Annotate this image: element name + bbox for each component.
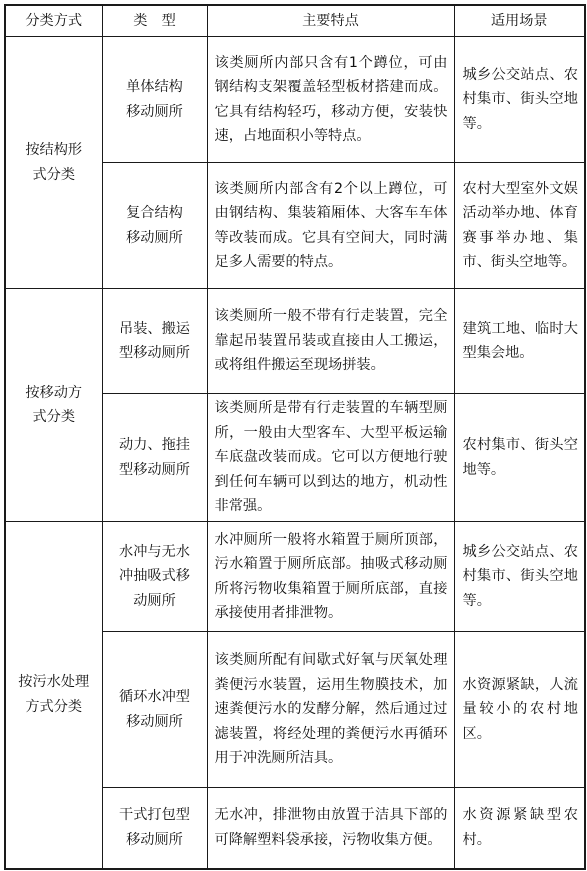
features-cell: 无水冲，排泄物由放置于洁具下部的可降解塑料袋承接，污物收集方便。 (207, 788, 454, 869)
scene-cell: 城乡公交站点、农村集市、街头空地等。 (454, 37, 585, 163)
table-row (5, 37, 585, 163)
type-label: 循环水冲型 移动厕所 (119, 689, 190, 730)
scene-cell: 城乡公交站点、农村集市、街头空地等。 (454, 522, 585, 632)
header-row (5, 5, 585, 37)
features-cell: 该类厕所内部只含有1个蹲位，可由钢结构支架覆盖轻型板材搭建而成。它具有结构轻巧，移动方便，安装快速，占地面积小等特点。 (207, 37, 454, 163)
table-row (5, 289, 585, 394)
header-type: 类 型 (102, 5, 207, 37)
type-cell (102, 37, 207, 163)
header-features: 主要特点 (207, 5, 454, 37)
type-cell (102, 163, 207, 289)
table-row (5, 522, 585, 632)
scene-cell: 水资源紧缺型农村。 (454, 788, 585, 869)
type-cell (102, 788, 207, 869)
header-scene: 适用场景 (454, 5, 585, 37)
header-category: 分类方式 (5, 5, 102, 37)
category-label: 按移动方 式分类 (25, 384, 83, 425)
mobile-toilet-classification-table (4, 4, 586, 870)
type-label: 动力、拖挂 型移动厕所 (119, 437, 190, 478)
category-cell (5, 289, 102, 522)
scene-cell: 建筑工地、临时大型集会地。 (454, 289, 585, 394)
scene-cell: 农村集市、街头空地等。 (454, 394, 585, 522)
type-label: 复合结构 移动厕所 (126, 205, 183, 246)
features-cell: 水冲厕所一般将水箱置于厕所顶部，污水箱置于厕所底部。抽吸式移动厕所将污物收集箱置于厕所底部，直接承接使用者排泄物。 (207, 522, 454, 632)
scene-cell: 农村大型室外文娱活动举办地、体育赛事举办地、集市、街头空地等。 (454, 163, 585, 289)
category-label: 按结构形 式分类 (25, 142, 83, 183)
category-cell (5, 522, 102, 869)
scene-cell: 水资源紧缺，人流量较小的农村地区。 (454, 632, 585, 788)
type-cell (102, 522, 207, 632)
features-cell: 该类厕所一般不带有行走装置，完全靠起吊装置吊装或直接由人工搬运，或将组件搬运至现场拼装。 (207, 289, 454, 394)
type-cell (102, 632, 207, 788)
features-cell: 该类厕所配有间歇式好氧与厌氧处理粪便污水装置，运用生物膜技术，加速粪便污水的发酵分解，然后通过过滤装置，将经处理的粪便污水再循环用于冲洗厕所洁具。 (207, 632, 454, 788)
features-cell: 该类厕所内部含有2个以上蹲位，可由钢结构、集装箱厢体、大客车车体等改装而成。它具有空间大，同时满足多人需要的特点。 (207, 163, 454, 289)
type-cell (102, 394, 207, 522)
category-cell (5, 37, 102, 289)
category-label: 按污水处理 方式分类 (18, 674, 90, 715)
type-label: 单体结构 移动厕所 (126, 79, 183, 120)
type-label: 干式打包型 移动厕所 (119, 807, 190, 848)
type-label: 水冲与无水 冲抽吸式移 动厕所 (119, 543, 190, 609)
type-label: 吊装、搬运 型移动厕所 (119, 320, 190, 361)
type-cell (102, 289, 207, 394)
features-cell: 该类厕所是带有行走装置的车辆型厕所，一般由大型客车、大型平板运输车底盘改装而成。它可以方便地行驶到任何车辆可以到达的地方，机动性非常强。 (207, 394, 454, 522)
